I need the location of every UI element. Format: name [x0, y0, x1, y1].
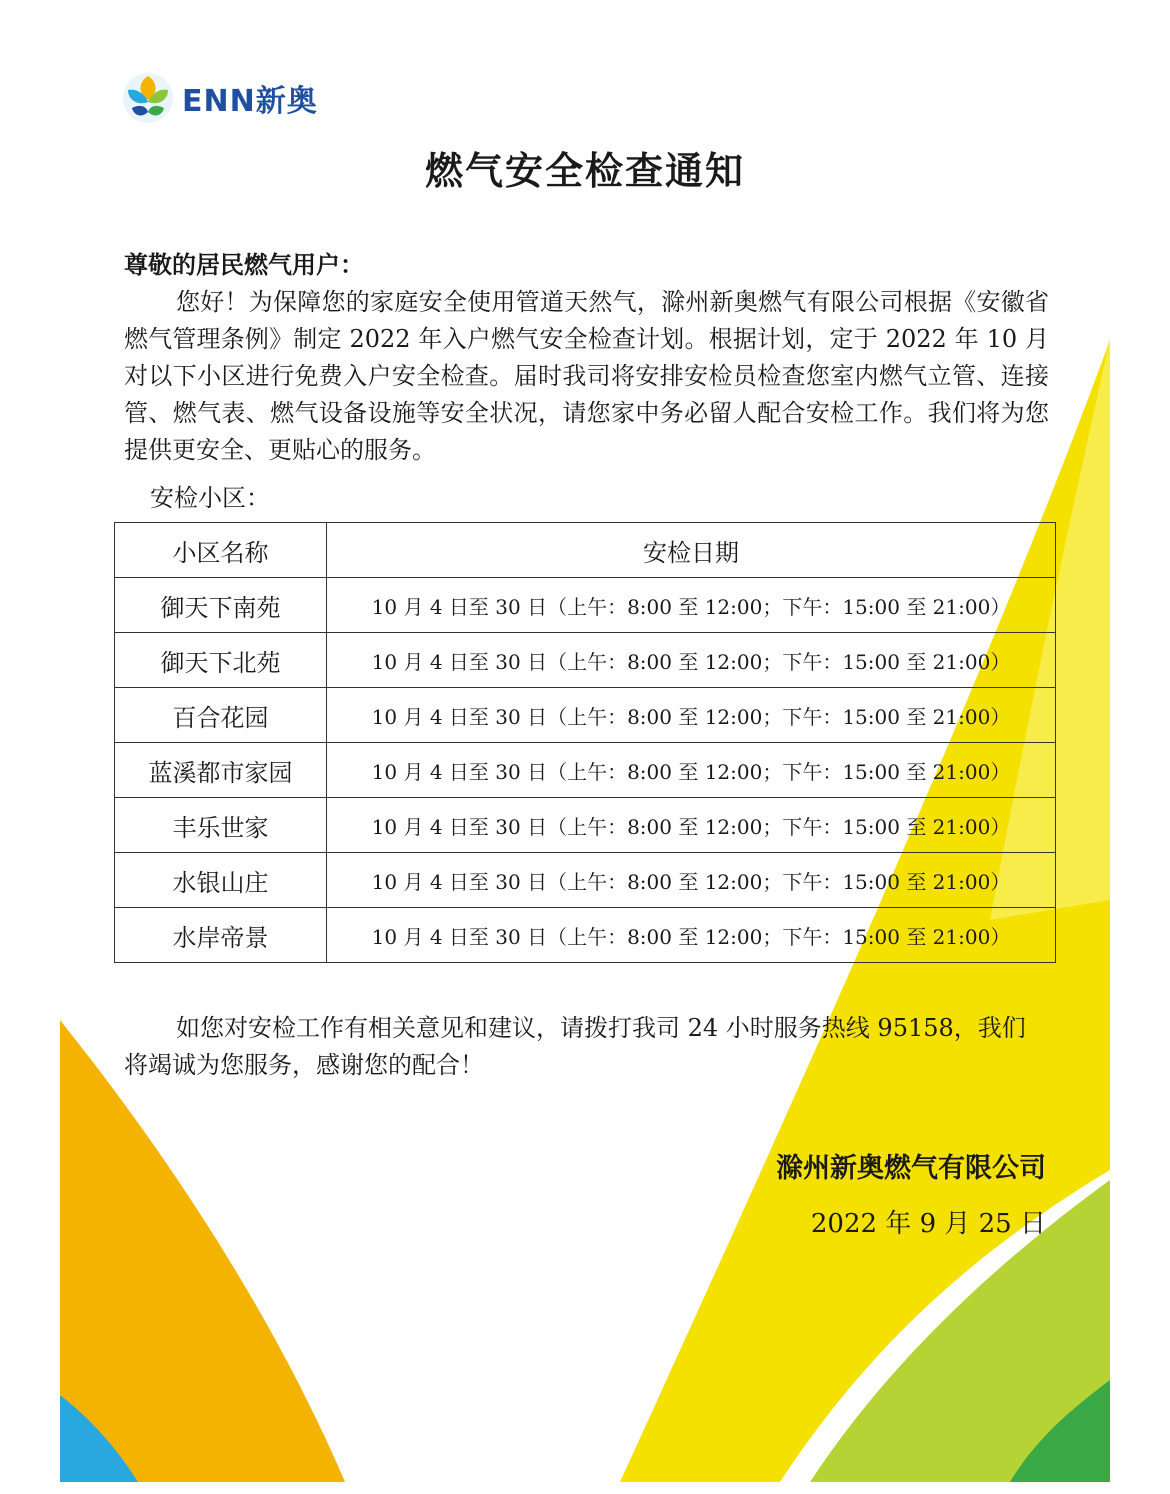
table-row: [115, 688, 1056, 743]
table-row: [115, 908, 1056, 963]
community-name: 丰乐世家: [115, 798, 327, 853]
inspection-date: 10 月 4 日至 30 日（上午：8:00 至 12:00；下午：15:00 至 21:00）: [327, 798, 1056, 853]
community-name: 百合花园: [115, 688, 327, 743]
notice-body: 您好！为保障您的家庭安全使用管道天然气，滁州新奥燃气有限公司根据《安徽省燃气管理条例》制定 2022 年入户燃气安全检查计划。根据计划，定于 2022 年 10 月对以下小区进行免费入户安全检查。届时我司将安排安检员检查您室内燃气立管、连接管、燃气表、燃气设备设施等安全状况，请您家中务必留人配合安检工作。我们将为您提供更安全、更贴心的服务。: [124, 288, 1049, 464]
inspection-date: 10 月 4 日至 30 日（上午：8:00 至 12:00；下午：15:00 至 21:00）: [327, 688, 1056, 743]
community-name: 御天下南苑: [115, 578, 327, 633]
company-name: 滁州新奥燃气有限公司: [776, 1153, 1046, 1184]
notice-title: 燃气安全检查通知: [424, 149, 745, 193]
notice-date: 2022 年 9 月 25 日: [810, 1209, 1046, 1239]
table-row: [115, 633, 1056, 688]
community-name: 御天下北苑: [115, 633, 327, 688]
table-row: [115, 853, 1056, 908]
inspection-schedule-table: [114, 522, 1056, 963]
closing-paragraph: 如您对安检工作有相关意见和建议，请拨打我司 24 小时服务热线 95158，我们将竭诚为您服务，感谢您的配合！: [124, 1014, 1026, 1079]
inspection-date: 10 月 4 日至 30 日（上午：8:00 至 12:00；下午：15:00 至 21:00）: [327, 578, 1056, 633]
inspection-date: 10 月 4 日至 30 日（上午：8:00 至 12:00；下午：15:00 至 21:00）: [327, 853, 1056, 908]
community-name: 水银山庄: [115, 853, 327, 908]
header-date: 安检日期: [327, 523, 1056, 578]
notice-page: [60, 0, 1110, 1482]
signature-block: [776, 1146, 1046, 1240]
enn-logo: [122, 72, 318, 124]
community-name: 水岸帝景: [115, 908, 327, 963]
table-header-row: [115, 523, 1056, 578]
greeting: 尊敬的居民燃气用户：: [124, 251, 364, 279]
inspection-date: 10 月 4 日至 30 日（上午：8:00 至 12:00；下午：15:00 至 21:00）: [327, 633, 1056, 688]
table-row: [115, 578, 1056, 633]
community-name: 蓝溪都市家园: [115, 743, 327, 798]
section-label: 安检小区：: [150, 484, 270, 512]
header-community: 小区名称: [115, 523, 327, 578]
inspection-date: 10 月 4 日至 30 日（上午：8:00 至 12:00；下午：15:00 至 21:00）: [327, 743, 1056, 798]
inspection-date: 10 月 4 日至 30 日（上午：8:00 至 12:00；下午：15:00 至 21:00）: [327, 908, 1056, 963]
table-row: [115, 743, 1056, 798]
table-row: [115, 798, 1056, 853]
enn-flower-icon: [122, 72, 174, 124]
enn-logo-text: ENN新奥: [182, 84, 318, 119]
